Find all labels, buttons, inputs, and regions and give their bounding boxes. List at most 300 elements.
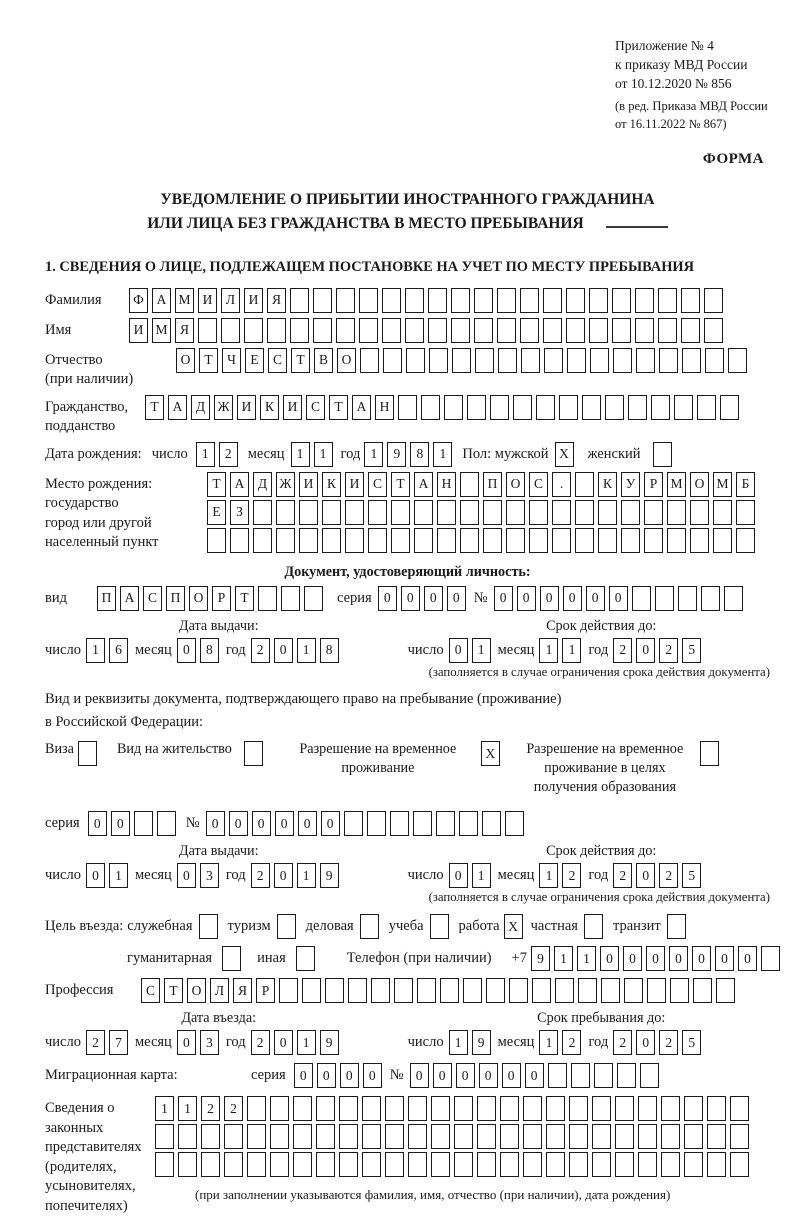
char-cell[interactable] xyxy=(582,395,601,420)
char-cell[interactable]: 1 xyxy=(314,442,333,467)
char-cell[interactable]: И xyxy=(299,472,318,497)
char-cell[interactable]: 1 xyxy=(539,1030,558,1055)
char-cell[interactable] xyxy=(728,348,747,373)
checkbox-cell[interactable] xyxy=(277,914,296,939)
char-cell[interactable]: 1 xyxy=(577,946,596,971)
char-cell[interactable] xyxy=(635,318,654,343)
char-cell[interactable] xyxy=(382,288,401,313)
char-cell[interactable] xyxy=(460,472,479,497)
char-cell[interactable] xyxy=(475,348,494,373)
char-cell[interactable]: 2 xyxy=(224,1096,243,1121)
char-cell[interactable] xyxy=(670,978,689,1003)
char-cell[interactable] xyxy=(293,1152,312,1177)
char-cell[interactable] xyxy=(299,500,318,525)
char-cell[interactable] xyxy=(682,348,701,373)
char-cell[interactable]: 3 xyxy=(200,863,219,888)
char-cell[interactable]: О xyxy=(337,348,356,373)
char-cell[interactable] xyxy=(684,1096,703,1121)
char-cell[interactable] xyxy=(635,288,654,313)
char-cell[interactable]: 0 xyxy=(321,811,340,836)
char-cell[interactable]: Б xyxy=(736,472,755,497)
char-cell[interactable] xyxy=(304,586,323,611)
char-cell[interactable] xyxy=(667,528,686,553)
char-cell[interactable] xyxy=(359,318,378,343)
char-cell[interactable] xyxy=(678,586,697,611)
char-cell[interactable] xyxy=(598,500,617,525)
char-cell[interactable] xyxy=(460,500,479,525)
char-cell[interactable]: И xyxy=(129,318,148,343)
checkbox-cell[interactable] xyxy=(360,914,379,939)
checkbox-cell[interactable] xyxy=(222,946,241,971)
char-cell[interactable]: 0 xyxy=(636,638,655,663)
char-cell[interactable]: Л xyxy=(221,288,240,313)
char-cell[interactable]: 0 xyxy=(669,946,688,971)
char-cell[interactable] xyxy=(713,500,732,525)
char-cell[interactable] xyxy=(505,811,524,836)
char-cell[interactable]: Т xyxy=(207,472,226,497)
char-cell[interactable] xyxy=(559,395,578,420)
checkbox-cell[interactable] xyxy=(653,442,672,467)
char-cell[interactable] xyxy=(157,811,176,836)
checkbox-cell[interactable] xyxy=(584,914,603,939)
char-cell[interactable]: Н xyxy=(375,395,394,420)
char-cell[interactable]: 0 xyxy=(317,1063,336,1088)
char-cell[interactable] xyxy=(544,348,563,373)
char-cell[interactable] xyxy=(431,1124,450,1149)
char-cell[interactable] xyxy=(325,978,344,1003)
char-cell[interactable]: 2 xyxy=(613,638,632,663)
char-cell[interactable] xyxy=(431,1096,450,1121)
char-cell[interactable]: Т xyxy=(164,978,183,1003)
char-cell[interactable] xyxy=(339,1124,358,1149)
char-cell[interactable]: 0 xyxy=(378,586,397,611)
char-cell[interactable] xyxy=(707,1124,726,1149)
char-cell[interactable]: 0 xyxy=(636,1030,655,1055)
char-cell[interactable]: 6 xyxy=(109,638,128,663)
char-cell[interactable]: 0 xyxy=(294,1063,313,1088)
char-cell[interactable] xyxy=(594,1063,613,1088)
char-cell[interactable]: 0 xyxy=(433,1063,452,1088)
char-cell[interactable] xyxy=(569,1152,588,1177)
checkbox-cell[interactable] xyxy=(667,914,686,939)
checkbox-cell[interactable] xyxy=(244,741,263,766)
char-cell[interactable]: З xyxy=(230,500,249,525)
char-cell[interactable] xyxy=(224,1152,243,1177)
char-cell[interactable] xyxy=(566,288,585,313)
char-cell[interactable]: И xyxy=(244,288,263,313)
char-cell[interactable]: Р xyxy=(644,472,663,497)
char-cell[interactable] xyxy=(385,1124,404,1149)
char-cell[interactable]: 0 xyxy=(623,946,642,971)
char-cell[interactable] xyxy=(178,1124,197,1149)
char-cell[interactable] xyxy=(454,1096,473,1121)
char-cell[interactable] xyxy=(555,978,574,1003)
char-cell[interactable] xyxy=(368,500,387,525)
char-cell[interactable]: 1 xyxy=(297,638,316,663)
char-cell[interactable] xyxy=(345,528,364,553)
char-cell[interactable]: А xyxy=(152,288,171,313)
char-cell[interactable] xyxy=(690,528,709,553)
char-cell[interactable] xyxy=(500,1124,519,1149)
char-cell[interactable] xyxy=(247,1096,266,1121)
char-cell[interactable]: С xyxy=(306,395,325,420)
char-cell[interactable]: 2 xyxy=(613,1030,632,1055)
char-cell[interactable] xyxy=(368,528,387,553)
char-cell[interactable] xyxy=(405,288,424,313)
char-cell[interactable]: А xyxy=(414,472,433,497)
char-cell[interactable] xyxy=(638,1096,657,1121)
char-cell[interactable]: 0 xyxy=(517,586,536,611)
char-cell[interactable] xyxy=(394,978,413,1003)
char-cell[interactable] xyxy=(339,1152,358,1177)
char-cell[interactable] xyxy=(548,1063,567,1088)
char-cell[interactable]: 0 xyxy=(449,863,468,888)
char-cell[interactable] xyxy=(523,1124,542,1149)
checkbox-cell[interactable] xyxy=(199,914,218,939)
char-cell[interactable]: 1 xyxy=(539,638,558,663)
char-cell[interactable] xyxy=(546,1124,565,1149)
char-cell[interactable] xyxy=(761,946,780,971)
char-cell[interactable] xyxy=(523,1096,542,1121)
char-cell[interactable] xyxy=(322,528,341,553)
char-cell[interactable] xyxy=(589,318,608,343)
checkbox-cell[interactable] xyxy=(700,741,719,766)
char-cell[interactable] xyxy=(546,1152,565,1177)
char-cell[interactable]: 8 xyxy=(320,638,339,663)
char-cell[interactable] xyxy=(490,395,509,420)
char-cell[interactable] xyxy=(178,1152,197,1177)
char-cell[interactable]: 0 xyxy=(274,638,293,663)
char-cell[interactable]: 0 xyxy=(586,586,605,611)
char-cell[interactable] xyxy=(428,288,447,313)
char-cell[interactable] xyxy=(483,500,502,525)
char-cell[interactable] xyxy=(617,1063,636,1088)
char-cell[interactable] xyxy=(201,1152,220,1177)
char-cell[interactable] xyxy=(436,811,455,836)
char-cell[interactable] xyxy=(707,1096,726,1121)
char-cell[interactable] xyxy=(451,288,470,313)
char-cell[interactable] xyxy=(302,978,321,1003)
char-cell[interactable] xyxy=(552,500,571,525)
char-cell[interactable]: Т xyxy=(391,472,410,497)
char-cell[interactable] xyxy=(543,288,562,313)
char-cell[interactable]: 0 xyxy=(540,586,559,611)
char-cell[interactable]: 0 xyxy=(86,863,105,888)
char-cell[interactable]: 1 xyxy=(433,442,452,467)
char-cell[interactable]: 1 xyxy=(449,1030,468,1055)
char-cell[interactable]: К xyxy=(260,395,279,420)
char-cell[interactable] xyxy=(417,978,436,1003)
char-cell[interactable]: 7 xyxy=(109,1030,128,1055)
char-cell[interactable] xyxy=(720,395,739,420)
char-cell[interactable] xyxy=(293,1124,312,1149)
char-cell[interactable]: Я xyxy=(267,288,286,313)
char-cell[interactable] xyxy=(313,288,332,313)
char-cell[interactable]: 0 xyxy=(298,811,317,836)
char-cell[interactable] xyxy=(497,318,516,343)
char-cell[interactable]: 0 xyxy=(275,811,294,836)
char-cell[interactable] xyxy=(647,978,666,1003)
char-cell[interactable] xyxy=(592,1152,611,1177)
char-cell[interactable] xyxy=(134,811,153,836)
char-cell[interactable] xyxy=(598,528,617,553)
char-cell[interactable] xyxy=(451,318,470,343)
char-cell[interactable]: О xyxy=(187,978,206,1003)
char-cell[interactable] xyxy=(440,978,459,1003)
char-cell[interactable] xyxy=(575,472,594,497)
char-cell[interactable]: 9 xyxy=(387,442,406,467)
char-cell[interactable] xyxy=(408,1096,427,1121)
char-cell[interactable]: Д xyxy=(253,472,272,497)
char-cell[interactable]: 0 xyxy=(88,811,107,836)
char-cell[interactable] xyxy=(578,978,597,1003)
char-cell[interactable]: 0 xyxy=(738,946,757,971)
char-cell[interactable] xyxy=(615,1124,634,1149)
char-cell[interactable] xyxy=(413,811,432,836)
char-cell[interactable]: Ж xyxy=(214,395,233,420)
char-cell[interactable] xyxy=(270,1096,289,1121)
char-cell[interactable] xyxy=(477,1152,496,1177)
char-cell[interactable]: Е xyxy=(245,348,264,373)
char-cell[interactable]: М xyxy=(667,472,686,497)
char-cell[interactable] xyxy=(500,1096,519,1121)
char-cell[interactable]: 1 xyxy=(178,1096,197,1121)
char-cell[interactable]: 1 xyxy=(196,442,215,467)
char-cell[interactable] xyxy=(437,528,456,553)
char-cell[interactable]: Ф xyxy=(129,288,148,313)
char-cell[interactable]: 1 xyxy=(297,1030,316,1055)
char-cell[interactable] xyxy=(590,348,609,373)
char-cell[interactable] xyxy=(362,1124,381,1149)
checkbox-cell[interactable]: X xyxy=(481,741,500,766)
char-cell[interactable] xyxy=(612,318,631,343)
char-cell[interactable]: И xyxy=(283,395,302,420)
char-cell[interactable] xyxy=(730,1152,749,1177)
char-cell[interactable] xyxy=(281,586,300,611)
char-cell[interactable] xyxy=(313,318,332,343)
char-cell[interactable]: 0 xyxy=(525,1063,544,1088)
checkbox-cell[interactable] xyxy=(78,741,97,766)
char-cell[interactable]: 0 xyxy=(111,811,130,836)
char-cell[interactable]: 1 xyxy=(155,1096,174,1121)
char-cell[interactable] xyxy=(566,318,585,343)
char-cell[interactable] xyxy=(509,978,528,1003)
checkbox-cell[interactable]: X xyxy=(555,442,574,467)
char-cell[interactable] xyxy=(474,288,493,313)
char-cell[interactable] xyxy=(398,395,417,420)
char-cell[interactable]: 0 xyxy=(449,638,468,663)
char-cell[interactable]: 2 xyxy=(201,1096,220,1121)
char-cell[interactable] xyxy=(267,318,286,343)
char-cell[interactable] xyxy=(414,528,433,553)
checkbox-cell[interactable] xyxy=(430,914,449,939)
char-cell[interactable] xyxy=(276,528,295,553)
char-cell[interactable]: 2 xyxy=(86,1030,105,1055)
char-cell[interactable] xyxy=(477,1124,496,1149)
char-cell[interactable] xyxy=(474,318,493,343)
char-cell[interactable] xyxy=(247,1152,266,1177)
char-cell[interactable] xyxy=(636,348,655,373)
char-cell[interactable]: О xyxy=(506,472,525,497)
char-cell[interactable]: Л xyxy=(210,978,229,1003)
char-cell[interactable] xyxy=(431,1152,450,1177)
char-cell[interactable] xyxy=(477,1096,496,1121)
char-cell[interactable]: У xyxy=(621,472,640,497)
char-cell[interactable] xyxy=(482,811,501,836)
char-cell[interactable]: А xyxy=(230,472,249,497)
char-cell[interactable]: 0 xyxy=(479,1063,498,1088)
char-cell[interactable] xyxy=(705,348,724,373)
char-cell[interactable]: 8 xyxy=(410,442,429,467)
char-cell[interactable]: 2 xyxy=(659,1030,678,1055)
char-cell[interactable]: К xyxy=(322,472,341,497)
char-cell[interactable]: О xyxy=(690,472,709,497)
char-cell[interactable] xyxy=(348,978,367,1003)
char-cell[interactable]: 2 xyxy=(251,638,270,663)
char-cell[interactable]: 0 xyxy=(229,811,248,836)
char-cell[interactable]: 2 xyxy=(659,863,678,888)
char-cell[interactable] xyxy=(667,500,686,525)
char-cell[interactable] xyxy=(704,318,723,343)
char-cell[interactable] xyxy=(615,1152,634,1177)
char-cell[interactable] xyxy=(651,395,670,420)
char-cell[interactable] xyxy=(661,1152,680,1177)
char-cell[interactable] xyxy=(221,318,240,343)
char-cell[interactable]: А xyxy=(168,395,187,420)
char-cell[interactable] xyxy=(658,288,677,313)
char-cell[interactable] xyxy=(736,528,755,553)
char-cell[interactable] xyxy=(658,318,677,343)
char-cell[interactable]: 0 xyxy=(456,1063,475,1088)
char-cell[interactable] xyxy=(270,1152,289,1177)
char-cell[interactable] xyxy=(444,395,463,420)
char-cell[interactable] xyxy=(567,348,586,373)
char-cell[interactable]: И xyxy=(237,395,256,420)
char-cell[interactable] xyxy=(454,1152,473,1177)
char-cell[interactable] xyxy=(155,1152,174,1177)
char-cell[interactable] xyxy=(463,978,482,1003)
char-cell[interactable] xyxy=(615,1096,634,1121)
char-cell[interactable] xyxy=(730,1096,749,1121)
char-cell[interactable] xyxy=(575,528,594,553)
char-cell[interactable]: Н xyxy=(437,472,456,497)
char-cell[interactable]: 1 xyxy=(554,946,573,971)
char-cell[interactable] xyxy=(523,1152,542,1177)
char-cell[interactable] xyxy=(707,1152,726,1177)
char-cell[interactable]: Т xyxy=(291,348,310,373)
char-cell[interactable] xyxy=(529,528,548,553)
char-cell[interactable] xyxy=(421,395,440,420)
char-cell[interactable] xyxy=(322,500,341,525)
char-cell[interactable]: О xyxy=(189,586,208,611)
char-cell[interactable]: 2 xyxy=(219,442,238,467)
char-cell[interactable]: 9 xyxy=(320,1030,339,1055)
char-cell[interactable] xyxy=(316,1124,335,1149)
checkbox-cell[interactable] xyxy=(296,946,315,971)
char-cell[interactable] xyxy=(467,395,486,420)
char-cell[interactable]: 9 xyxy=(472,1030,491,1055)
char-cell[interactable] xyxy=(429,348,448,373)
char-cell[interactable]: И xyxy=(198,288,217,313)
char-cell[interactable] xyxy=(621,500,640,525)
char-cell[interactable] xyxy=(638,1152,657,1177)
char-cell[interactable]: П xyxy=(483,472,502,497)
char-cell[interactable]: П xyxy=(97,586,116,611)
char-cell[interactable] xyxy=(628,395,647,420)
char-cell[interactable]: 1 xyxy=(364,442,383,467)
char-cell[interactable] xyxy=(543,318,562,343)
char-cell[interactable]: Т xyxy=(145,395,164,420)
char-cell[interactable]: Р xyxy=(212,586,231,611)
char-cell[interactable] xyxy=(621,528,640,553)
char-cell[interactable]: 0 xyxy=(252,811,271,836)
char-cell[interactable] xyxy=(405,318,424,343)
char-cell[interactable]: Т xyxy=(329,395,348,420)
char-cell[interactable]: Ч xyxy=(222,348,241,373)
char-cell[interactable] xyxy=(690,500,709,525)
char-cell[interactable]: 0 xyxy=(410,1063,429,1088)
char-cell[interactable]: 0 xyxy=(401,586,420,611)
char-cell[interactable] xyxy=(520,288,539,313)
char-cell[interactable]: 1 xyxy=(562,638,581,663)
char-cell[interactable] xyxy=(408,1152,427,1177)
char-cell[interactable] xyxy=(546,1096,565,1121)
char-cell[interactable] xyxy=(674,395,693,420)
char-cell[interactable] xyxy=(483,528,502,553)
char-cell[interactable] xyxy=(382,318,401,343)
char-cell[interactable] xyxy=(383,348,402,373)
char-cell[interactable]: 0 xyxy=(424,586,443,611)
char-cell[interactable] xyxy=(460,528,479,553)
char-cell[interactable]: 0 xyxy=(494,586,513,611)
char-cell[interactable]: 1 xyxy=(472,863,491,888)
checkbox-cell[interactable]: X xyxy=(504,914,523,939)
char-cell[interactable]: А xyxy=(120,586,139,611)
char-cell[interactable]: И xyxy=(345,472,364,497)
char-cell[interactable]: 0 xyxy=(447,586,466,611)
char-cell[interactable] xyxy=(716,978,735,1003)
char-cell[interactable] xyxy=(536,395,555,420)
char-cell[interactable] xyxy=(360,348,379,373)
char-cell[interactable] xyxy=(730,1124,749,1149)
char-cell[interactable] xyxy=(632,586,651,611)
char-cell[interactable] xyxy=(371,978,390,1003)
char-cell[interactable] xyxy=(390,811,409,836)
char-cell[interactable]: О xyxy=(176,348,195,373)
char-cell[interactable] xyxy=(500,1152,519,1177)
char-cell[interactable] xyxy=(290,288,309,313)
char-cell[interactable]: 0 xyxy=(692,946,711,971)
char-cell[interactable] xyxy=(498,348,517,373)
char-cell[interactable] xyxy=(681,288,700,313)
char-cell[interactable]: 0 xyxy=(177,1030,196,1055)
char-cell[interactable] xyxy=(316,1096,335,1121)
char-cell[interactable] xyxy=(724,586,743,611)
char-cell[interactable] xyxy=(684,1152,703,1177)
char-cell[interactable] xyxy=(736,500,755,525)
char-cell[interactable]: 2 xyxy=(659,638,678,663)
char-cell[interactable] xyxy=(336,318,355,343)
char-cell[interactable] xyxy=(513,395,532,420)
char-cell[interactable]: 9 xyxy=(320,863,339,888)
char-cell[interactable] xyxy=(713,528,732,553)
char-cell[interactable] xyxy=(613,348,632,373)
char-cell[interactable]: К xyxy=(598,472,617,497)
char-cell[interactable] xyxy=(661,1124,680,1149)
char-cell[interactable] xyxy=(704,288,723,313)
char-cell[interactable] xyxy=(644,528,663,553)
char-cell[interactable]: Д xyxy=(191,395,210,420)
